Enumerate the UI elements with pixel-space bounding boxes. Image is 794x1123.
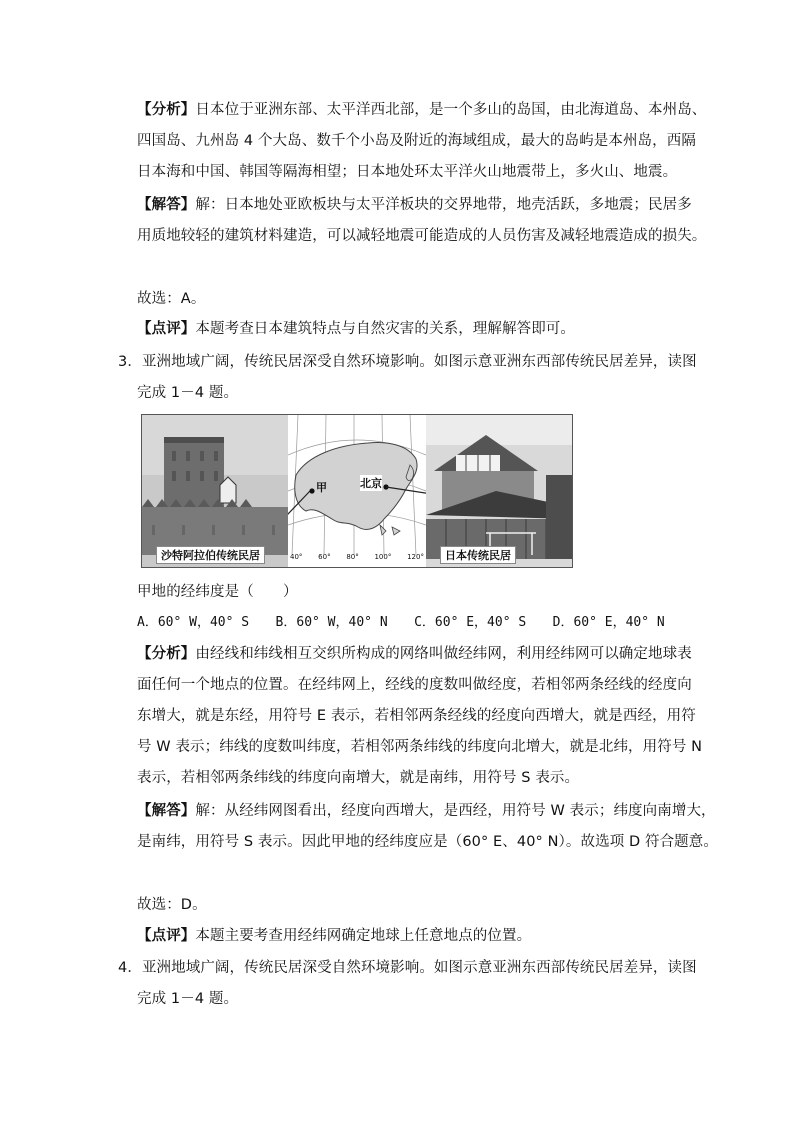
- analysis-paragraph: [137, 100, 706, 120]
- answer-text: 用质地较轻的建筑材料建造，可以减轻地震可能造成的人员伤害及减轻地震造成的损失。: [137, 228, 707, 244]
- lon-tick: 100°: [374, 553, 392, 561]
- japan-house-photo: [426, 415, 572, 567]
- asia-map: [288, 415, 426, 567]
- lon-tick: 60°: [318, 553, 331, 561]
- option-d[interactable]: D．60° E，40° N: [552, 615, 665, 630]
- question-number: 4．: [118, 960, 142, 976]
- analysis-tag: 【分析】: [137, 102, 196, 118]
- japan-house-caption: 日本传统民居: [440, 546, 516, 564]
- map-longitude-ticks: [290, 553, 424, 561]
- analysis-text: 日本海和中国、韩国等隔海相望；日本地处环太平洋火山地震带上，多火山、地震。: [137, 164, 678, 180]
- asia-map-graticule: [288, 415, 426, 567]
- choice-text: 故选：D。: [137, 897, 207, 913]
- question-stem-text: 完成 1－4 题。: [137, 991, 239, 1007]
- analysis-tag: 【分析】: [137, 646, 196, 662]
- sub-question: 甲地的经纬度是（ ）: [137, 584, 298, 600]
- map-label-jia: 甲: [316, 481, 327, 494]
- saudi-house-image: [142, 415, 288, 567]
- lon-tick: 80°: [346, 553, 359, 561]
- option-b[interactable]: B．60° W，40° N: [275, 615, 388, 630]
- question-stem-text: 亚洲地域广阔，传统民居深受自然环境影响。如图示意亚洲东西部传统民居差异，读图: [141, 960, 697, 976]
- analysis-text: 东增大，就是东经，用符号 E 表示，若相邻两条经线的经度向西增大，就是西经，用符: [137, 708, 696, 724]
- answer-paragraph: [137, 801, 716, 821]
- saudi-house-caption: 沙特阿拉伯传统民居: [156, 546, 265, 564]
- comment-text: 本题主要考查用经纬网确定地球上任意地点的位置。: [195, 928, 532, 944]
- analysis-text: 由经线和纬线相互交织所构成的网络叫做经纬网，利用经纬网可以确定地球表: [195, 646, 692, 662]
- answer-tag: 【解答】: [137, 803, 196, 819]
- analysis-text: 四国岛、九州岛 4 个大岛、数千个小岛及附近的海域组成，最大的岛屿是本州岛，西隔: [137, 133, 696, 149]
- japan-house-image: [426, 415, 572, 567]
- question-stem-text: 亚洲地域广阔，传统民居深受自然环境影响。如图示意亚洲东西部传统民居差异，读图: [141, 354, 697, 370]
- analysis-text: 日本位于亚洲东部、太平洋西北部，是一个多山的岛国，由北海道岛、本州岛、: [195, 102, 707, 118]
- map-label-beijing: 北京: [360, 477, 382, 490]
- options-row: [137, 612, 687, 633]
- saudi-house-photo: [142, 415, 288, 567]
- question-stem: [118, 958, 697, 978]
- option-a[interactable]: A．60° W，40° S: [137, 615, 250, 630]
- comment-text: 本题考查日本建筑特点与自然灾害的关系，理解解答即可。: [195, 321, 576, 337]
- asia-houses-figure: [141, 414, 573, 568]
- answer-text: 是南纬，用符号 S 表示。因此甲地的经纬度应是（60° E、40° N）。故选项 D 符合题意。: [137, 834, 718, 850]
- choice-text: 故选：A。: [137, 291, 206, 307]
- question-stem-text: 完成 1－4 题。: [137, 385, 239, 401]
- question-number: 3．: [118, 354, 142, 370]
- comment-paragraph: [137, 926, 531, 946]
- question-stem: [118, 352, 697, 372]
- analysis-paragraph: [137, 644, 692, 664]
- lon-tick: 120°: [407, 553, 424, 561]
- comment-tag: 【点评】: [137, 321, 196, 337]
- analysis-text: 面任何一个地点的位置。在经纬网上，经线的度数叫做经度，若相邻两条经线的经度向: [137, 677, 692, 693]
- analysis-text: 号 W 表示；纬线的度数叫纬度，若相邻两条纬线的纬度向北增大，就是北纬，用符号 N: [137, 739, 703, 755]
- lon-tick: 40°: [290, 553, 303, 561]
- option-c[interactable]: C．60° E，40° S: [414, 615, 527, 630]
- answer-paragraph: [137, 195, 692, 215]
- analysis-text: 表示，若相邻两条纬线的纬度向南增大，就是南纬，用符号 S 表示。: [137, 770, 580, 786]
- comment-paragraph: [137, 319, 575, 339]
- comment-tag: 【点评】: [137, 928, 196, 944]
- answer-tag: 【解答】: [137, 197, 196, 213]
- answer-text: 解：从经纬网图看出，经度向西增大，是西经，用符号 W 表示；纬度向南增大，: [195, 803, 716, 819]
- answer-text: 解：日本地处亚欧板块与太平洋板块的交界地带，地壳活跃，多地震；民居多: [195, 197, 692, 213]
